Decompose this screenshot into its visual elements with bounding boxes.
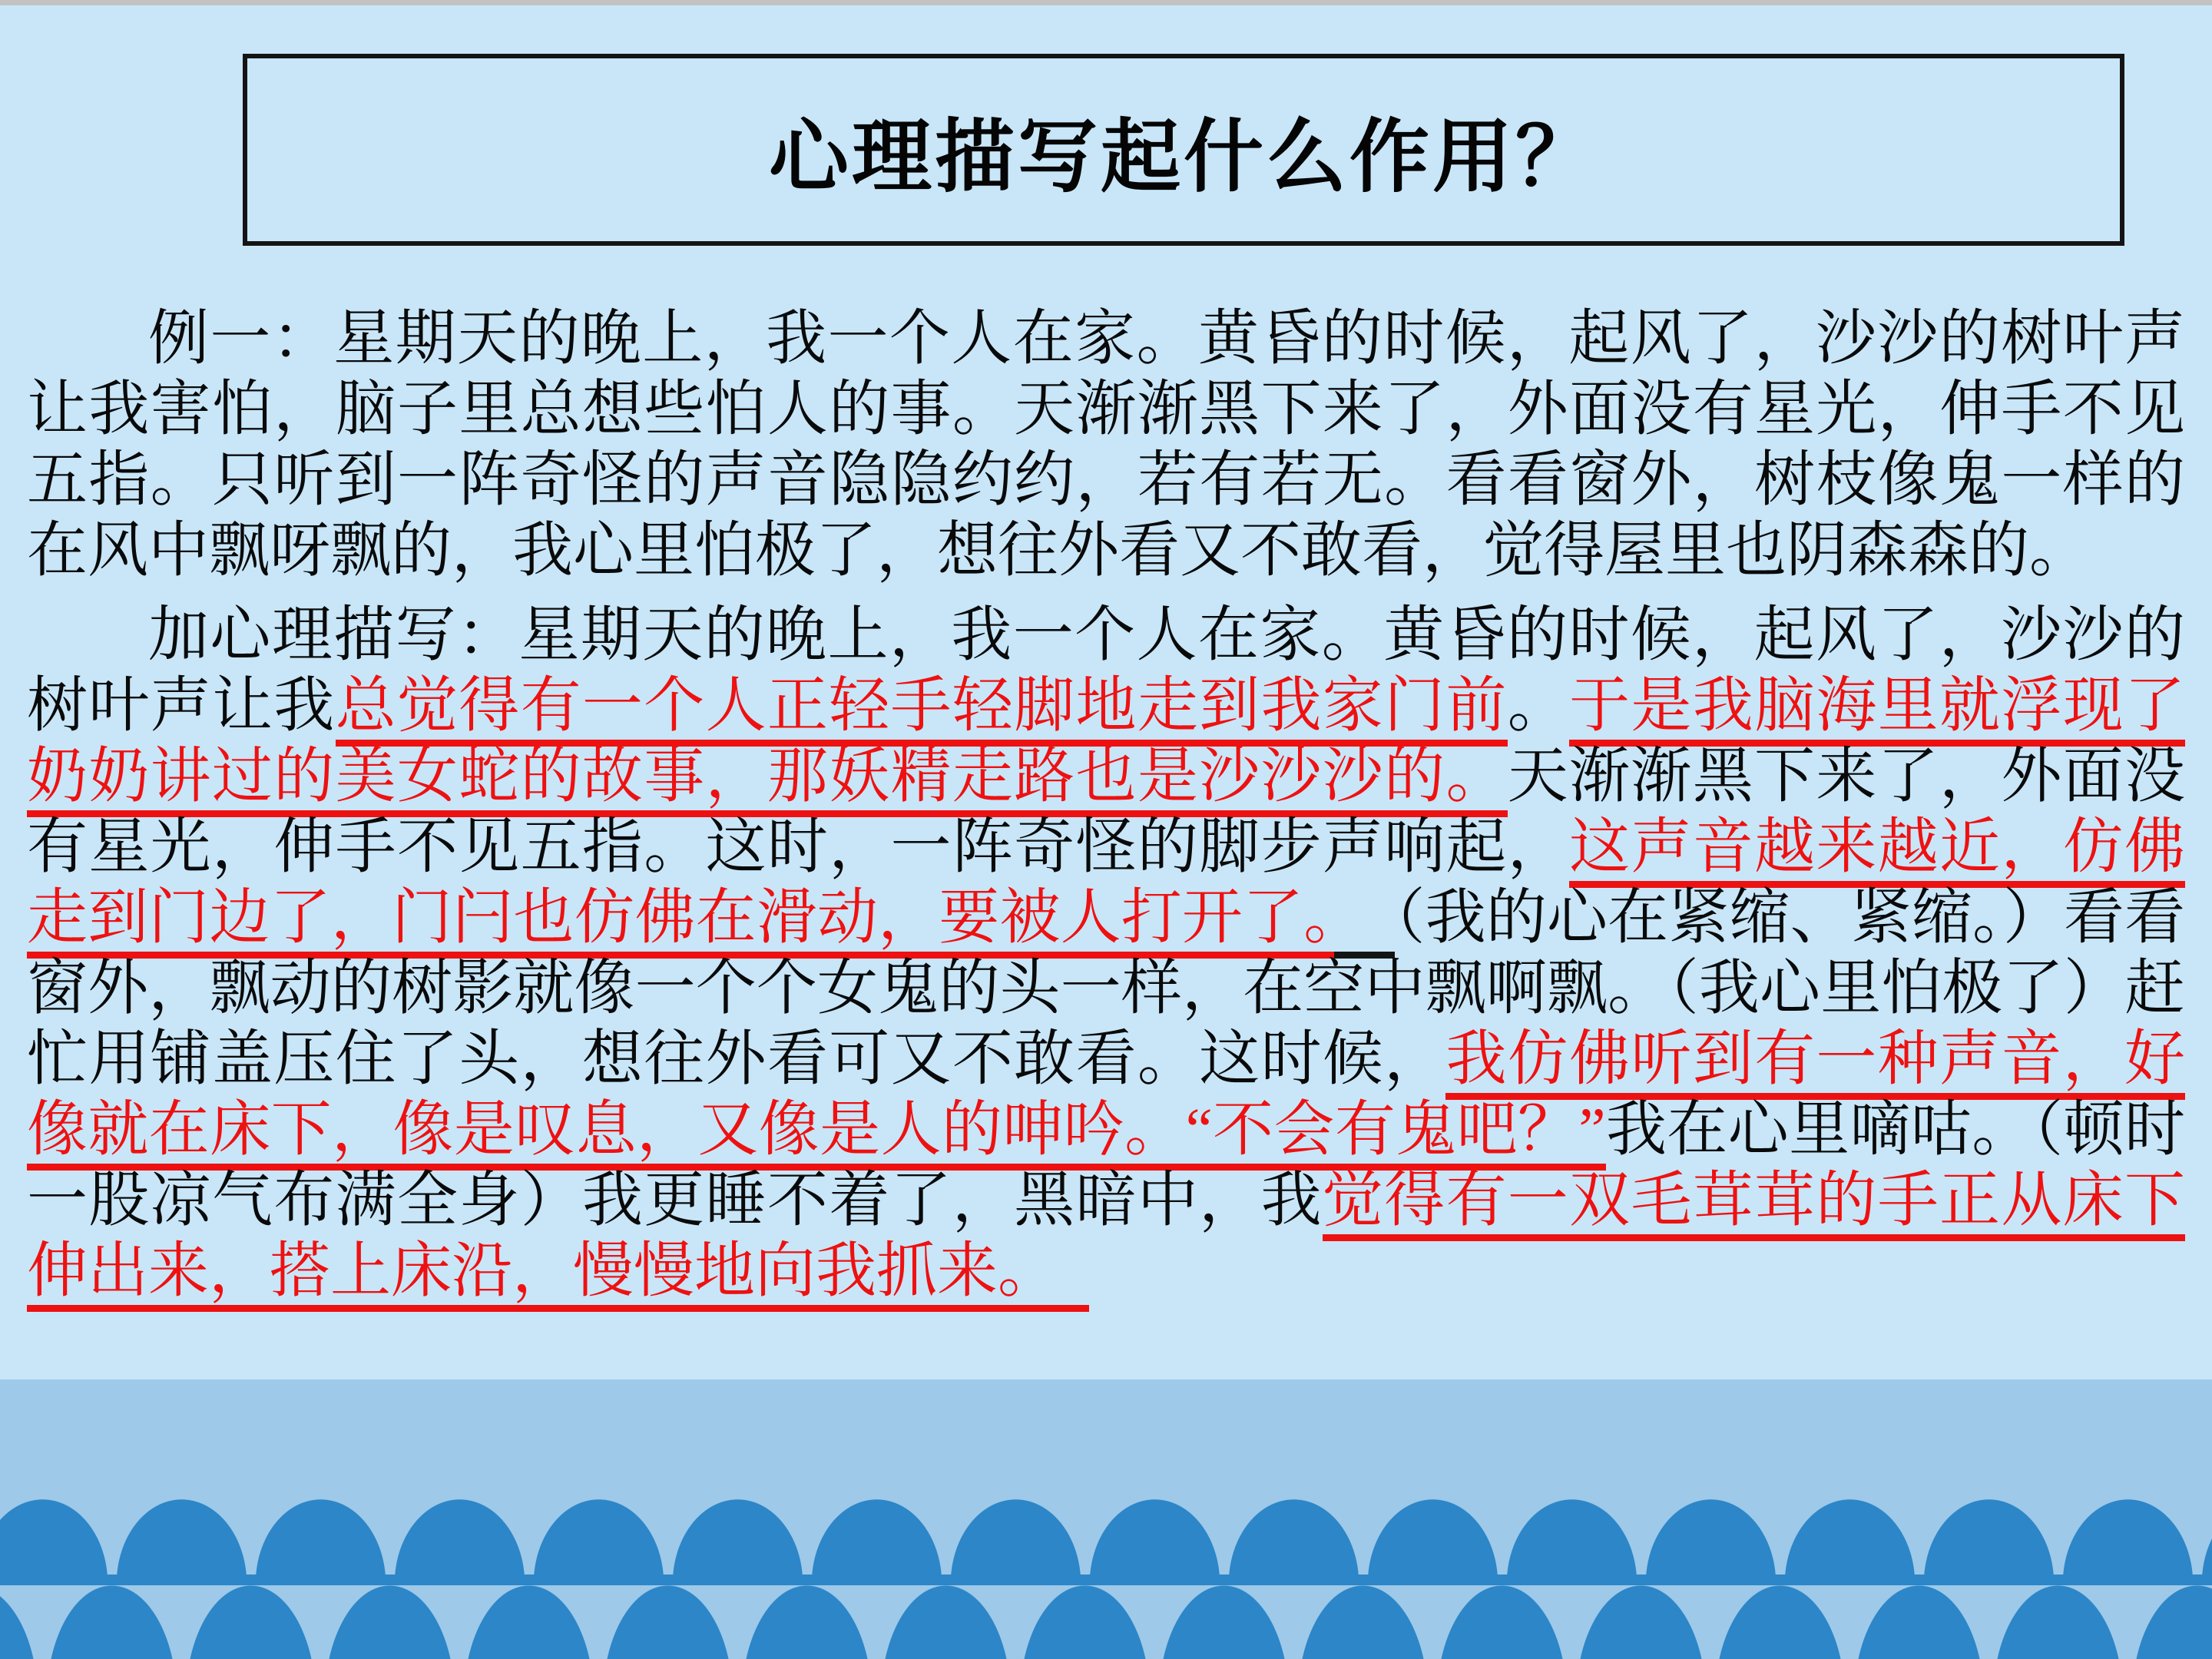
text-segment: 天渐渐黑下来了，外面没有星光，伸手不见五指。这时，一阵奇怪的脚步声响起， — [27, 743, 2186, 881]
annotated-text-segment: 总觉得有一个人正轻手轻脚地走到我家门前 — [336, 673, 1508, 747]
slide-body — [0, 304, 2212, 1307]
text-segment: 加心理描写：星期天的晚上，我一个人在家。黄昏的时候，起风了，沙沙的树叶声让我 — [27, 602, 2185, 740]
title-box — [243, 54, 2124, 246]
window-top-edge — [0, 0, 2212, 5]
annotated-text-segment: 我仿佛听到有一种声音，好像就在床下，像是叹息，又像是人的呻吟。“不会有鬼吧？” — [27, 1026, 2185, 1171]
text-segment: 例一：星期天的晚上，我一个人在家。黄昏的时候，起风了，沙沙的树叶声让我害怕，脑子里总想些怕人的事。天渐渐黑下来了，外面没有星光，伸手不见五指。只听到一阵奇怪的声音隐隐约约，若有若无。看看窗外，树枝像鬼一样的在风中飘呀飘的，我心里怕极了，想往外看又不敢看，觉得屋里也阴森森的。 — [27, 306, 2185, 584]
paragraph — [27, 304, 2185, 587]
annotated-text-segment — [1334, 885, 1395, 959]
annotated-text-segment: 这声音越来越近，仿佛走到门边了，门闩也仿佛在滑动，要被人打开了。 — [27, 814, 2185, 959]
wave-divider-bar — [0, 1575, 2212, 1585]
annotated-text-segment: 于是我脑海里就浮现了奶奶讲过的美女蛇的故事，那妖精走路也是沙沙沙的。 — [27, 673, 2185, 817]
paragraph — [27, 601, 2185, 1307]
annotated-text-segment: 觉得有一双毛茸茸的手正从床下伸出来，搭上床沿，慢慢地向我抓来。 — [27, 1167, 2185, 1312]
text-segment: （我的心在紧缩、紧缩。）看看窗外，飘动的树影就像一个个女鬼的头一样，在空中飘啊飘。（我心里怕极了）赶忙用铺盖压住了头，想往外看可又不敢看。这时候， — [27, 885, 2186, 1093]
text-segment: 。 — [1507, 673, 1570, 740]
slide-title: 心理描写起什么作用？ — [768, 114, 1598, 202]
bottom-wave-decoration — [0, 1379, 2212, 1659]
wave-scallop-row-upper — [0, 1499, 2212, 1584]
text-segment: 我在心里嘀咕。（顿时一股凉气布满全身）我更睡不着了，黑暗中，我 — [27, 1097, 2185, 1234]
wave-scallop-row-lower — [0, 1585, 2212, 1659]
